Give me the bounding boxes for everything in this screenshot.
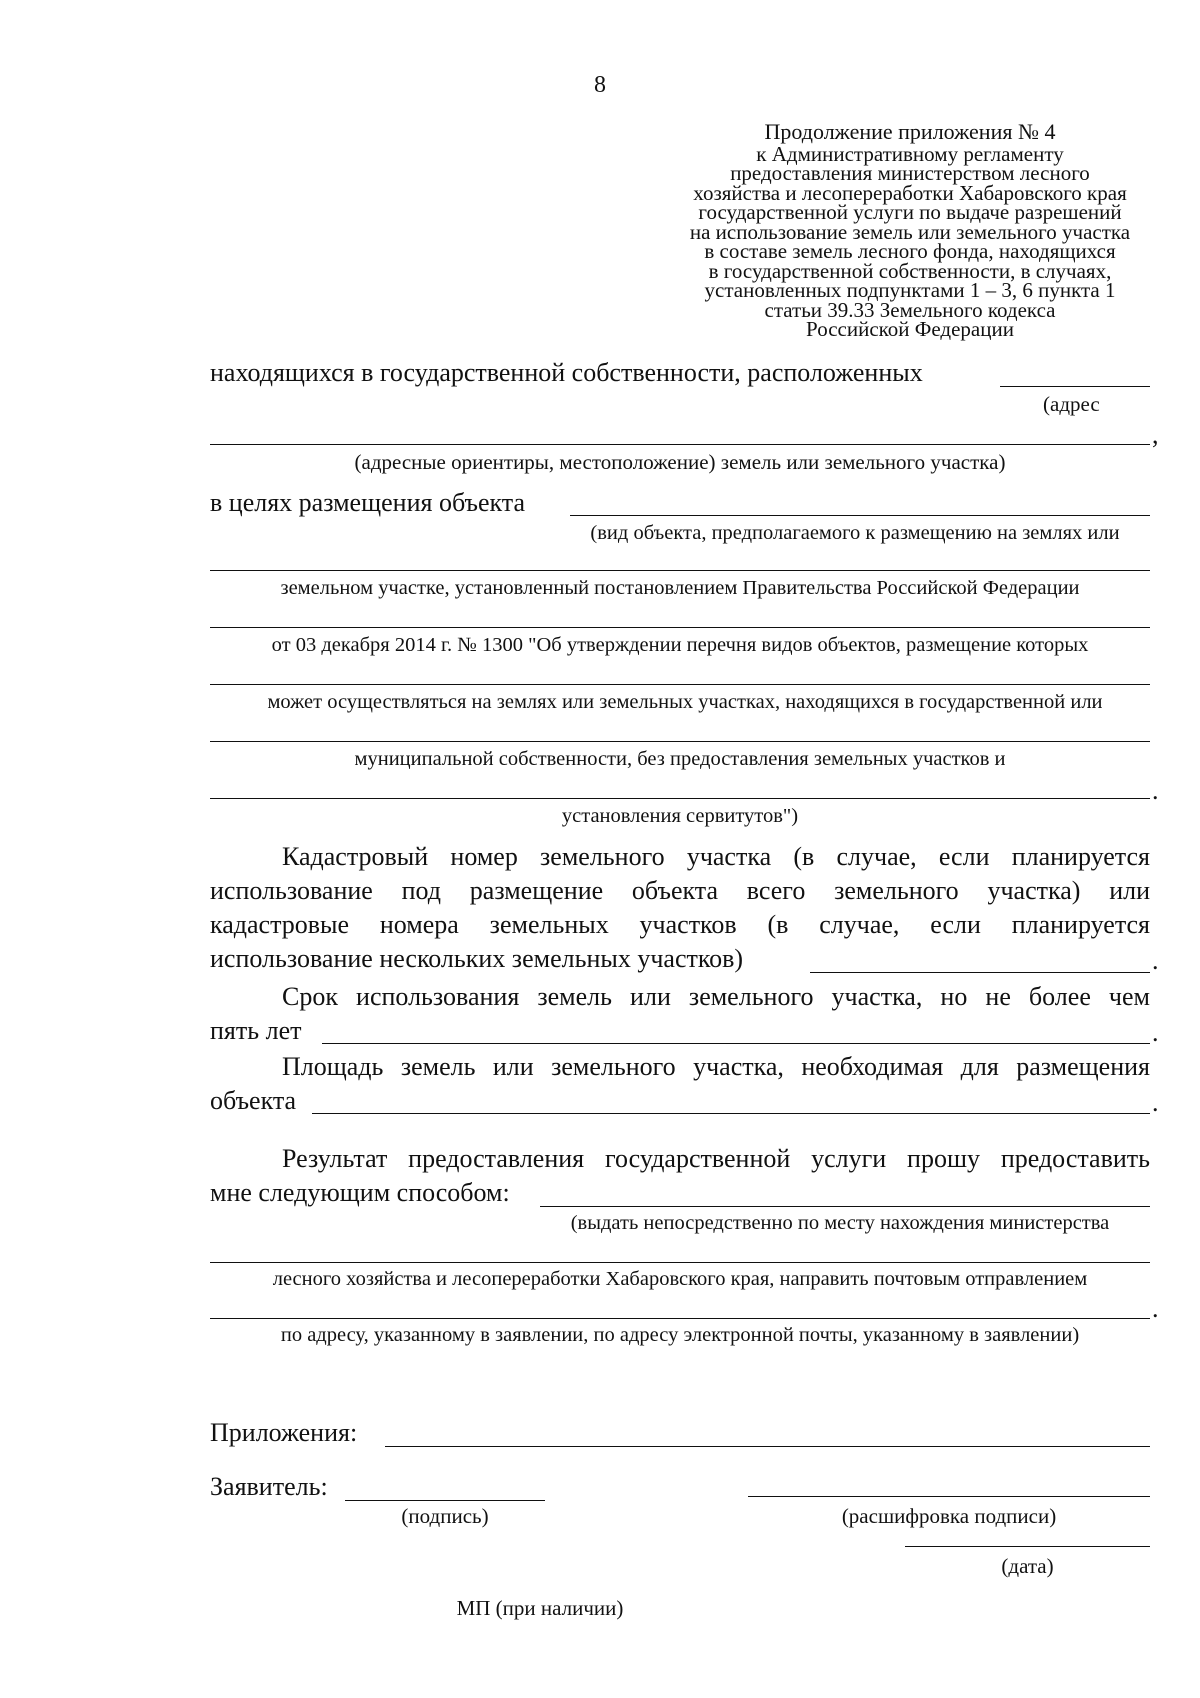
cadastral-period: . (1152, 946, 1159, 975)
area-label: объекта (210, 1086, 297, 1115)
purpose-field-line[interactable] (210, 570, 1150, 571)
purpose-hint: от 03 декабря 2014 г. № 1300 "Об утверждении перечня видов объектов, размещение которых (271, 634, 1089, 656)
attachments-field[interactable] (385, 1446, 1150, 1447)
area-period: . (1152, 1088, 1159, 1117)
purpose-hint: земельном участке, установленный постановлением Правительства Российской Федерации (280, 577, 1080, 599)
cadastral-line: Кадастровый номер земельного участка (в случае, если планируется (282, 842, 1150, 871)
purpose-period: . (1152, 776, 1159, 805)
purpose-label: в целях размещения объекта (210, 488, 526, 517)
header-line: на использование земель или земельного участка (689, 219, 1131, 244)
cadastral-line: использование под размещение объекта всего земельного участка) или (210, 876, 1150, 905)
result-hint: лесного хозяйства и лесопереработки Хабаровского края, направить почтовым отправлением (272, 1268, 1088, 1290)
cadastral-number-field[interactable] (810, 972, 1150, 973)
term-field[interactable] (322, 1043, 1150, 1044)
term-label: пять лет (210, 1016, 302, 1045)
purpose-field[interactable] (570, 515, 1150, 516)
date-field[interactable] (905, 1546, 1150, 1547)
page-number: 8 (594, 72, 606, 98)
date-hint: (дата) (1001, 1554, 1054, 1578)
signature-decode-hint: (расшифровка подписи) (841, 1504, 1057, 1528)
appendix-header (620, 119, 1200, 341)
attachments-label: Приложения: (210, 1418, 358, 1447)
term-line: Срок использования земель или земельного участка, но не более чем (282, 982, 1150, 1011)
header-line: Продолжение приложения № 4 (764, 119, 1056, 144)
result-method-field[interactable] (540, 1206, 1150, 1207)
applicant-label: Заявитель: (210, 1472, 328, 1501)
header-line: в составе земель лесного фонда, находящихся (704, 239, 1116, 263)
area-line: Площадь земель или земельного участка, необходимая для размещения (282, 1052, 1150, 1081)
result-field-line[interactable] (210, 1318, 1150, 1319)
signature-decode-field[interactable] (748, 1496, 1150, 1497)
header-line: к Административному регламенту (756, 141, 1064, 166)
header-line: государственной услуги по выдаче разрешений (698, 200, 1122, 224)
purpose-hint: может осуществляться на землях или земельных участках, находящихся в государственной или (267, 691, 1103, 713)
header-line: хозяйства и лесопереработки Хабаровского края (693, 180, 1127, 205)
address-field-line[interactable] (210, 444, 1150, 445)
signature-field[interactable] (345, 1500, 545, 1501)
purpose-hint: муниципальной собственности, без предоставления земельных участков и (354, 748, 1006, 770)
address-hint-end: (адресные ориентиры, местоположение) земель или земельного участка) (354, 450, 1006, 474)
header-line: статьи 39.33 Земельного кодекса (764, 297, 1056, 322)
signature-hint: (подпись) (401, 1504, 489, 1528)
address-field[interactable] (1000, 386, 1150, 387)
result-field-line[interactable] (210, 1262, 1150, 1263)
header-line: установленных подпунктами 1 – 3, 6 пункта 1 (704, 278, 1116, 302)
result-period: . (1152, 1294, 1159, 1323)
purpose-field-line[interactable] (210, 798, 1150, 799)
address-label: находящихся в государственной собственности, расположенных (210, 358, 923, 387)
result-hint: (выдать непосредственно по месту нахождения министерства (570, 1212, 1110, 1234)
header-line: предоставления министерством лесного (730, 161, 1090, 185)
cadastral-last-line: использование нескольких земельных участков) (210, 944, 744, 973)
cadastral-line: кадастровые номера земельных участков (в случае, если планируется (210, 910, 1150, 939)
purpose-field-line[interactable] (210, 684, 1150, 685)
address-hint-start: (адрес (1043, 392, 1100, 416)
area-field[interactable] (312, 1113, 1150, 1114)
purpose-hint: (вид объекта, предполагаемого к размещению на землях или (590, 522, 1120, 544)
header-line: в государственной собственности, в случаях, (708, 258, 1112, 283)
result-hint: по адресу, указанному в заявлении, по адресу электронной почты, указанному в заявлении) (280, 1324, 1080, 1346)
result-label: мне следующим способом: (210, 1178, 510, 1207)
purpose-field-line[interactable] (210, 741, 1150, 742)
stamp-label: МП (при наличии) (456, 1596, 624, 1620)
result-line: Результат предоставления государственной услуги прошу предоставить (282, 1144, 1150, 1173)
purpose-hint: установления сервитутов") (561, 805, 799, 827)
purpose-field-line[interactable] (210, 627, 1150, 628)
header-line: Российской Федерации (806, 317, 1014, 341)
term-period: . (1152, 1018, 1159, 1047)
address-comma: , (1152, 420, 1159, 449)
